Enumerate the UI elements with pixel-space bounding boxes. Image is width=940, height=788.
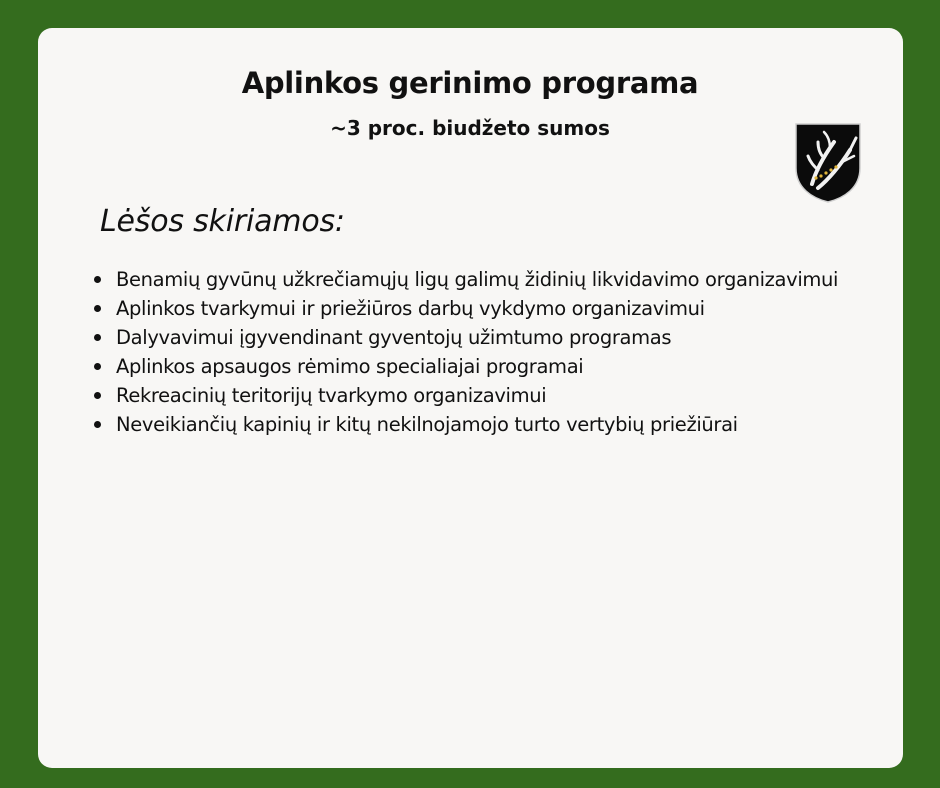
list-item <box>92 265 838 294</box>
list-item <box>92 381 838 410</box>
coat-of-arms-icon <box>794 122 862 204</box>
list-item-text: Aplinkos apsaugos rėmimo specialiajai programai <box>116 355 584 378</box>
funding-list <box>92 265 838 439</box>
section-heading: Lėšos skiriamos: <box>100 204 345 239</box>
bullet-icon <box>94 363 101 370</box>
list-item <box>92 323 838 352</box>
bullet-icon <box>94 305 101 312</box>
list-item-text: Aplinkos tvarkymui ir priežiūros darbų vykdymo organizavimui <box>116 297 705 320</box>
bullet-icon <box>94 392 101 399</box>
list-item-text: Rekreacinių teritorijų tvarkymo organizavimui <box>116 384 547 407</box>
list-item <box>92 352 838 381</box>
list-item <box>92 410 838 439</box>
page-subtitle: ~3 proc. biudžeto sumos <box>330 116 610 140</box>
bullet-icon <box>94 276 101 283</box>
bullet-icon <box>94 334 101 341</box>
page-title: Aplinkos gerinimo programa <box>241 66 699 100</box>
list-item <box>92 294 838 323</box>
list-item-text: Neveikiančių kapinių ir kitų nekilnojamojo turto vertybių priežiūrai <box>116 413 738 436</box>
list-item-text: Benamių gyvūnų užkrečiamųjų ligų galimų židinių likvidavimo organizavimui <box>116 268 839 291</box>
bullet-icon <box>94 421 101 428</box>
list-item-text: Dalyvavimui įgyvendinant gyventojų užimtumo programas <box>116 326 672 349</box>
